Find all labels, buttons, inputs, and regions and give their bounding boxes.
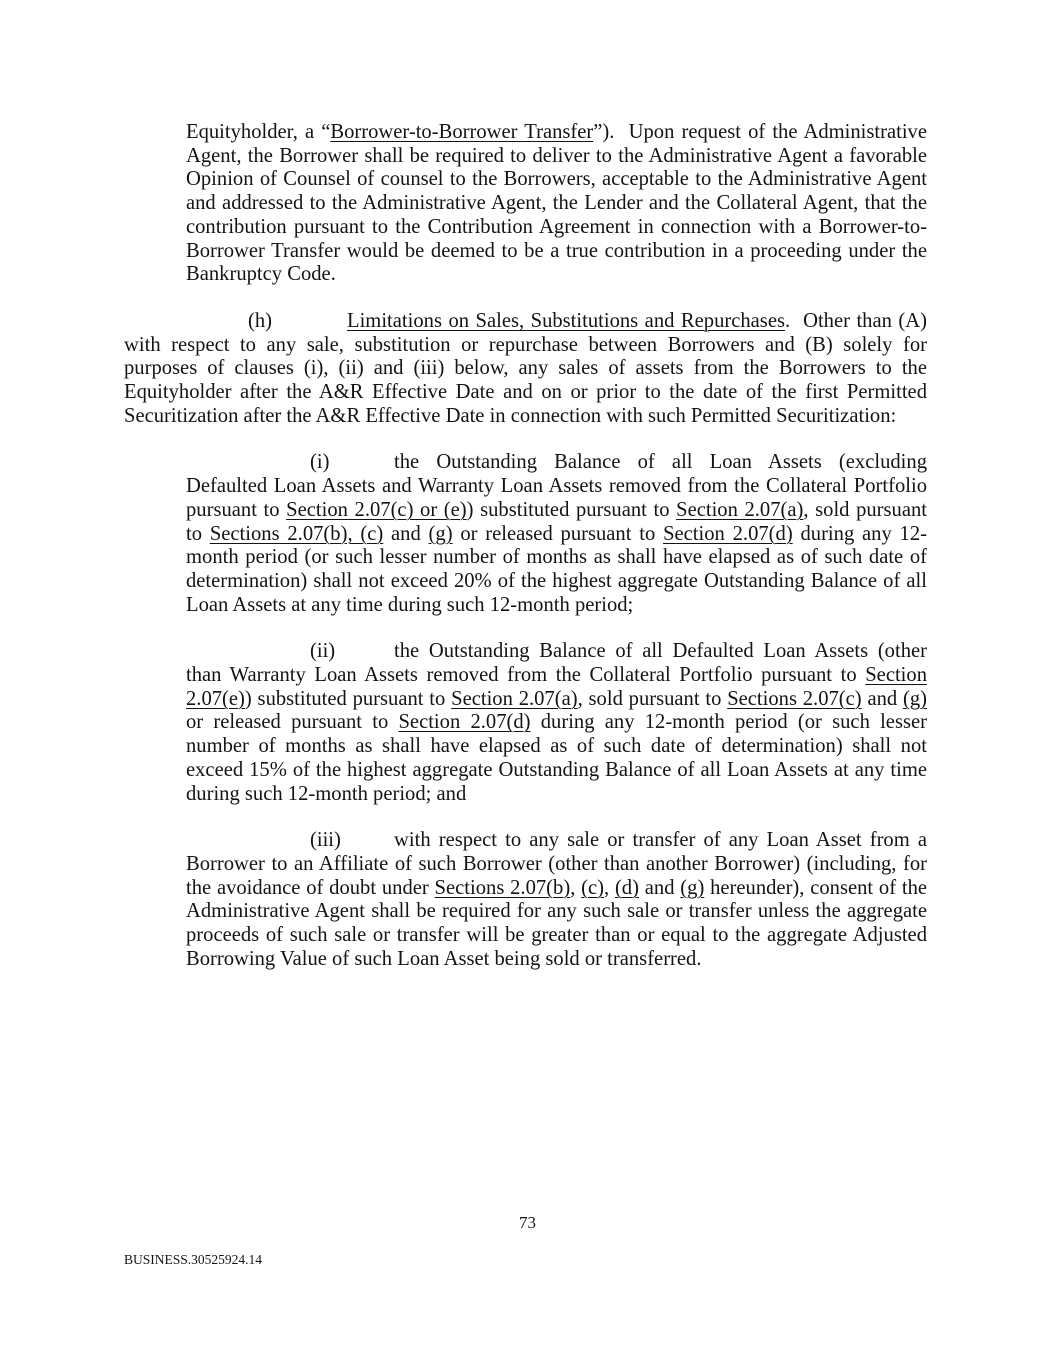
- body-text: , sold pursuant to: [186, 498, 927, 545]
- body-text: the Outstanding Balance of all Loan Assets (excluding Defaulted Loan Assets and Warranty Loan Assets removed from the Collateral Portfolio pursuant to: [186, 451, 927, 521]
- body-text: during any 12-month period (or such lesser number of months as shall have elapsed as of such date of determination) shall not exceed 20% of the highest aggregate Outstanding Balance of all Loan Assets at any time during such 12-month period;: [186, 522, 928, 616]
- body-text: or released pursuant to: [452, 522, 664, 545]
- body-text: ,: [604, 876, 615, 899]
- body-text: hereunder), consent of the Administrative Agent shall be required for any such sale or transfer unless the aggregate proceeds of such sale or transfer will be greater than or equal to the aggregate Adjusted Borrowing Value of such Loan Asset being sold or transferred.: [186, 876, 928, 970]
- underlined-defined-term: (g): [680, 876, 705, 899]
- underlined-defined-term: Sections 2.07(b), (c): [209, 522, 384, 545]
- body-text: during any 12-month period (or such lesser number of months as shall have elapsed as of such date of determination) shall not exceed 15% of the highest aggregate Outstanding Balance of all Loan Assets at any time during such 12-month period; and: [186, 711, 927, 805]
- paragraph-borrower-to-borrower-transfer: [186, 121, 927, 287]
- paragraph-ii-defaulted-loan-assets: [186, 640, 927, 806]
- underlined-defined-term: (g): [903, 687, 928, 710]
- underlined-defined-term: Section 2.07(a): [451, 687, 578, 710]
- body-text: and: [638, 876, 681, 899]
- body-text: or released pursuant to: [186, 711, 399, 734]
- body-text: ”). Upon request of the Administrative Agent, the Borrower shall be required to deliver to the Administrative Agent a favorable Opinion of Counsel of counsel to the Borrowers, acceptable to the Administrative Agent and addressed to the Administrative Agent, the Lender and the Collateral Agent, that the contribution pursuant to the Contribution Agreement in connection with a Borrower-to-Borrower Transfer would be deemed to be a true contribution in a proceeding under the Bankruptcy Code.: [186, 121, 927, 286]
- body-text: ,: [570, 876, 582, 899]
- paragraph-i-outstanding-balance: [186, 451, 927, 617]
- body-text: Equityholder, a “: [186, 121, 331, 143]
- body-text: and: [383, 522, 429, 545]
- underlined-defined-term: (c): [581, 876, 604, 899]
- body-text: and: [861, 687, 903, 710]
- underlined-defined-term: Sections 2.07(b): [434, 876, 571, 899]
- document-id-footer: BUSINESS.30525924.14: [124, 1252, 263, 1267]
- paragraph-enumerator: (i): [310, 451, 330, 474]
- body-text: . Other than (A) with respect to any sale, substitution or repurchase between Borrowers and (B) solely for purposes of clauses (i), (ii) and (iii) below, any sales of assets from the Borrowers to the Equityholder after the A&R Effective Date and on or prior to the date of the first Permitted Securitization after the A&R Effective Date in connection with such Permitted Securitization:: [124, 309, 927, 427]
- underlined-defined-term: Limitations on Sales, Substitutions and Repurchases: [347, 309, 785, 332]
- body-text: ) substituted pursuant to: [466, 498, 677, 521]
- paragraph-enumerator: (ii): [310, 640, 336, 663]
- underlined-defined-term: Section 2.07(a): [676, 498, 804, 521]
- body-text: , sold pursuant to: [577, 687, 728, 710]
- body-text: with respect to any sale or transfer of any Loan Asset from a Borrower to an Affiliate of such Borrower (other than another Borrower) (including, for the avoidance of doubt under: [186, 829, 927, 899]
- underlined-defined-term: Section 2.07(e): [186, 664, 927, 710]
- paragraph-enumerator: (h): [248, 309, 273, 332]
- underlined-defined-term: Section 2.07(d): [663, 522, 793, 545]
- body-text: the Outstanding Balance of all Defaulted Loan Assets (other than Warranty Loan Assets removed from the Collateral Portfolio pursuant to: [186, 640, 927, 687]
- underlined-defined-term: Section 2.07(c) or (e): [286, 498, 467, 521]
- paragraph-enumerator: (iii): [310, 829, 341, 852]
- page-number: 73: [519, 1213, 536, 1232]
- body-text: ) substituted pursuant to: [244, 687, 452, 710]
- paragraph-h-limitations-on-sales: [124, 310, 927, 429]
- paragraph-iii-sale-or-transfer: [186, 829, 927, 971]
- underlined-defined-term: Section 2.07(d): [398, 711, 531, 734]
- underlined-defined-term: Borrower-to-Borrower Transfer: [330, 121, 594, 143]
- underlined-defined-term: (g): [428, 522, 453, 545]
- underlined-defined-term: Sections 2.07(c): [727, 687, 862, 710]
- underlined-defined-term: (d): [614, 876, 639, 899]
